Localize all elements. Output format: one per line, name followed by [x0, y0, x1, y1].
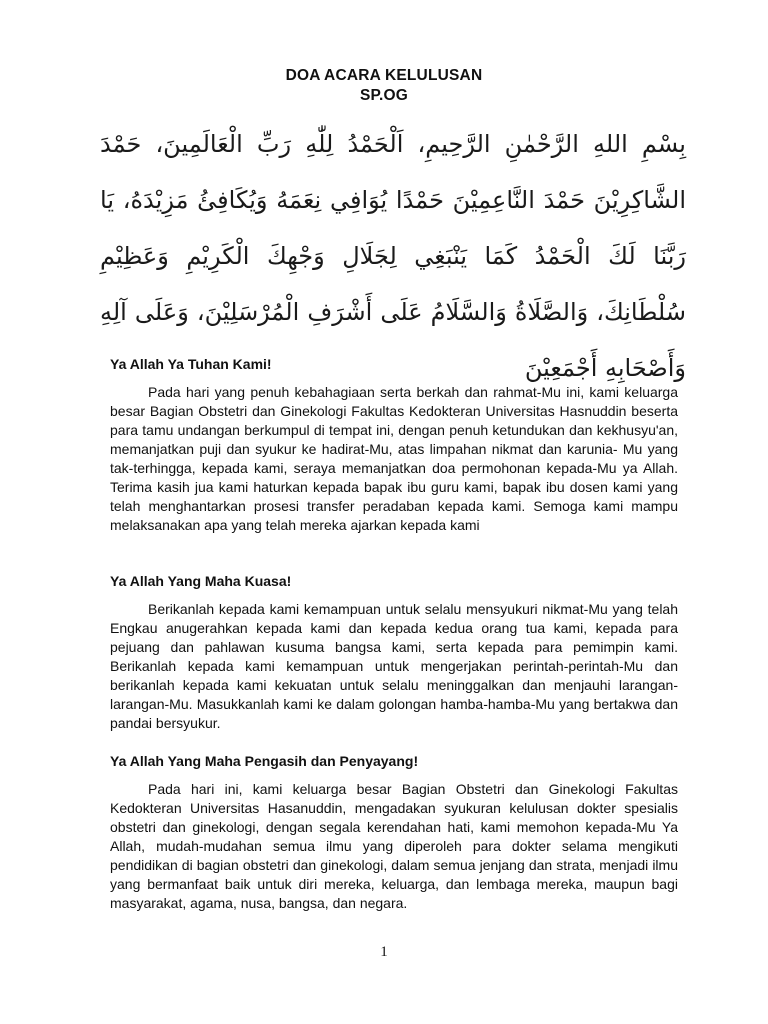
section-heading: Ya Allah Yang Maha Pengasih dan Penyayang! [110, 753, 419, 769]
section-heading: Ya Allah Yang Maha Kuasa! [110, 573, 292, 589]
arabic-opening-prayer: بِسْمِ اللهِ الرَّحْمٰنِ الرَّحِيمِ، اَلْحَمْدُ لِلّٰهِ رَبِّ الْعَالَمِينَ، حَمْدَ الشَّاكِرِيْنَ حَمْدَ النَّاعِمِيْنَ حَمْدًا يُوَافِي نِعَمَهُ وَيُكَافِئُ مَزِيْدَهُ، يَا رَبَّنَا لَكَ الْحَمْدُ كَمَا يَنْبَغِي لِجَلَالِ وَجْهِكَ الْكَرِيْمِ وَعَظِيْمِ سُلْطَانِكَ، وَالصَّلَاةُ وَالسَّلَامُ عَلَى أَشْرَفِ الْمُرْسَلِيْنَ، وَعَلَى آلِهِ وَأَصْحَابِهِ أَجْمَعِيْنَ [100, 130, 686, 382]
section-paragraph: Pada hari ini, kami keluarga besar Bagian Obstetri dan Ginekologi Fakultas Kedokteran Universitas Hasanuddin, mengadakan syukuran kelulusan dokter spesialis obstetri dan ginekologi, dengan segala kerendahan hati, kami memohon kepada-Mu Ya Allah, mudah-mudahan semua ilmu yang diperoleh para dokter selama mengikuti pendidikan di bagian obstetri dan ginekologi, dalam semua jenjang dan strata, menjadi ilmu yang bermanfaat baik untuk diri mereka, keluarga, dan lembaga mereka, maupun bagi masyarakat, agama, nusa, bangsa, dan negara. [110, 781, 678, 911]
section-paragraph: Berikanlah kepada kami kemampuan untuk selalu mensyukuri nikmat-Mu yang telah Engkau anugerahkan kepada kami dan kepada kedua orang tua kami, kepada para pejuang dan pahlawan kusuma bangsa kami, serta kepada para pemimpin kami. Berikanlah kepada kami kemampuan untuk mengerjakan perintah-perintah-Mu dan berikanlah kepada kami kekuatan untuk selalu meninggalkan dan menjauhi larangan-larangan-Mu. Masukkanlah kami ke dalam golongan hamba-hamba-Mu yang bertakwa dan pandai bersyukur. [110, 601, 678, 731]
title-line-1: DOA ACARA KELULUSAN [285, 67, 483, 84]
page-number: 1 [380, 944, 388, 960]
title-line-2: SP.OG [359, 87, 409, 104]
prayer-section-1 [110, 355, 678, 535]
document-title [0, 66, 768, 106]
prayer-section-3 [110, 752, 678, 913]
section-paragraph: Pada hari yang penuh kebahagiaan serta berkah dan rahmat-Mu ini, kami keluarga besar Bagian Obstetri dan Ginekologi Fakultas Kedokteran Universitas Hasnuddin beserta para tamu undangan berkumpul di tempat ini, dengan penuh ketundukan dan kekhusyu'an, memanjatkan puji dan syukur ke hadirat-Mu, atas limpahan nikmat dan karunia- Mu yang tak-terhingga, kepada kami, seraya memanjatkan doa permohonan kepada-Mu ya Allah. Terima kasih jua kami haturkan kepada bapak ibu guru kami, bapak ibu dosen kami yang telah menghantarkan prosesi transfer peradaban kepada kami. Semoga kami mampu melaksanakan apa yang telah mereka ajarkan kepada kami [110, 384, 678, 533]
prayer-section-2 [110, 572, 678, 733]
section-heading: Ya Allah Ya Tuhan Kami! [110, 356, 272, 372]
